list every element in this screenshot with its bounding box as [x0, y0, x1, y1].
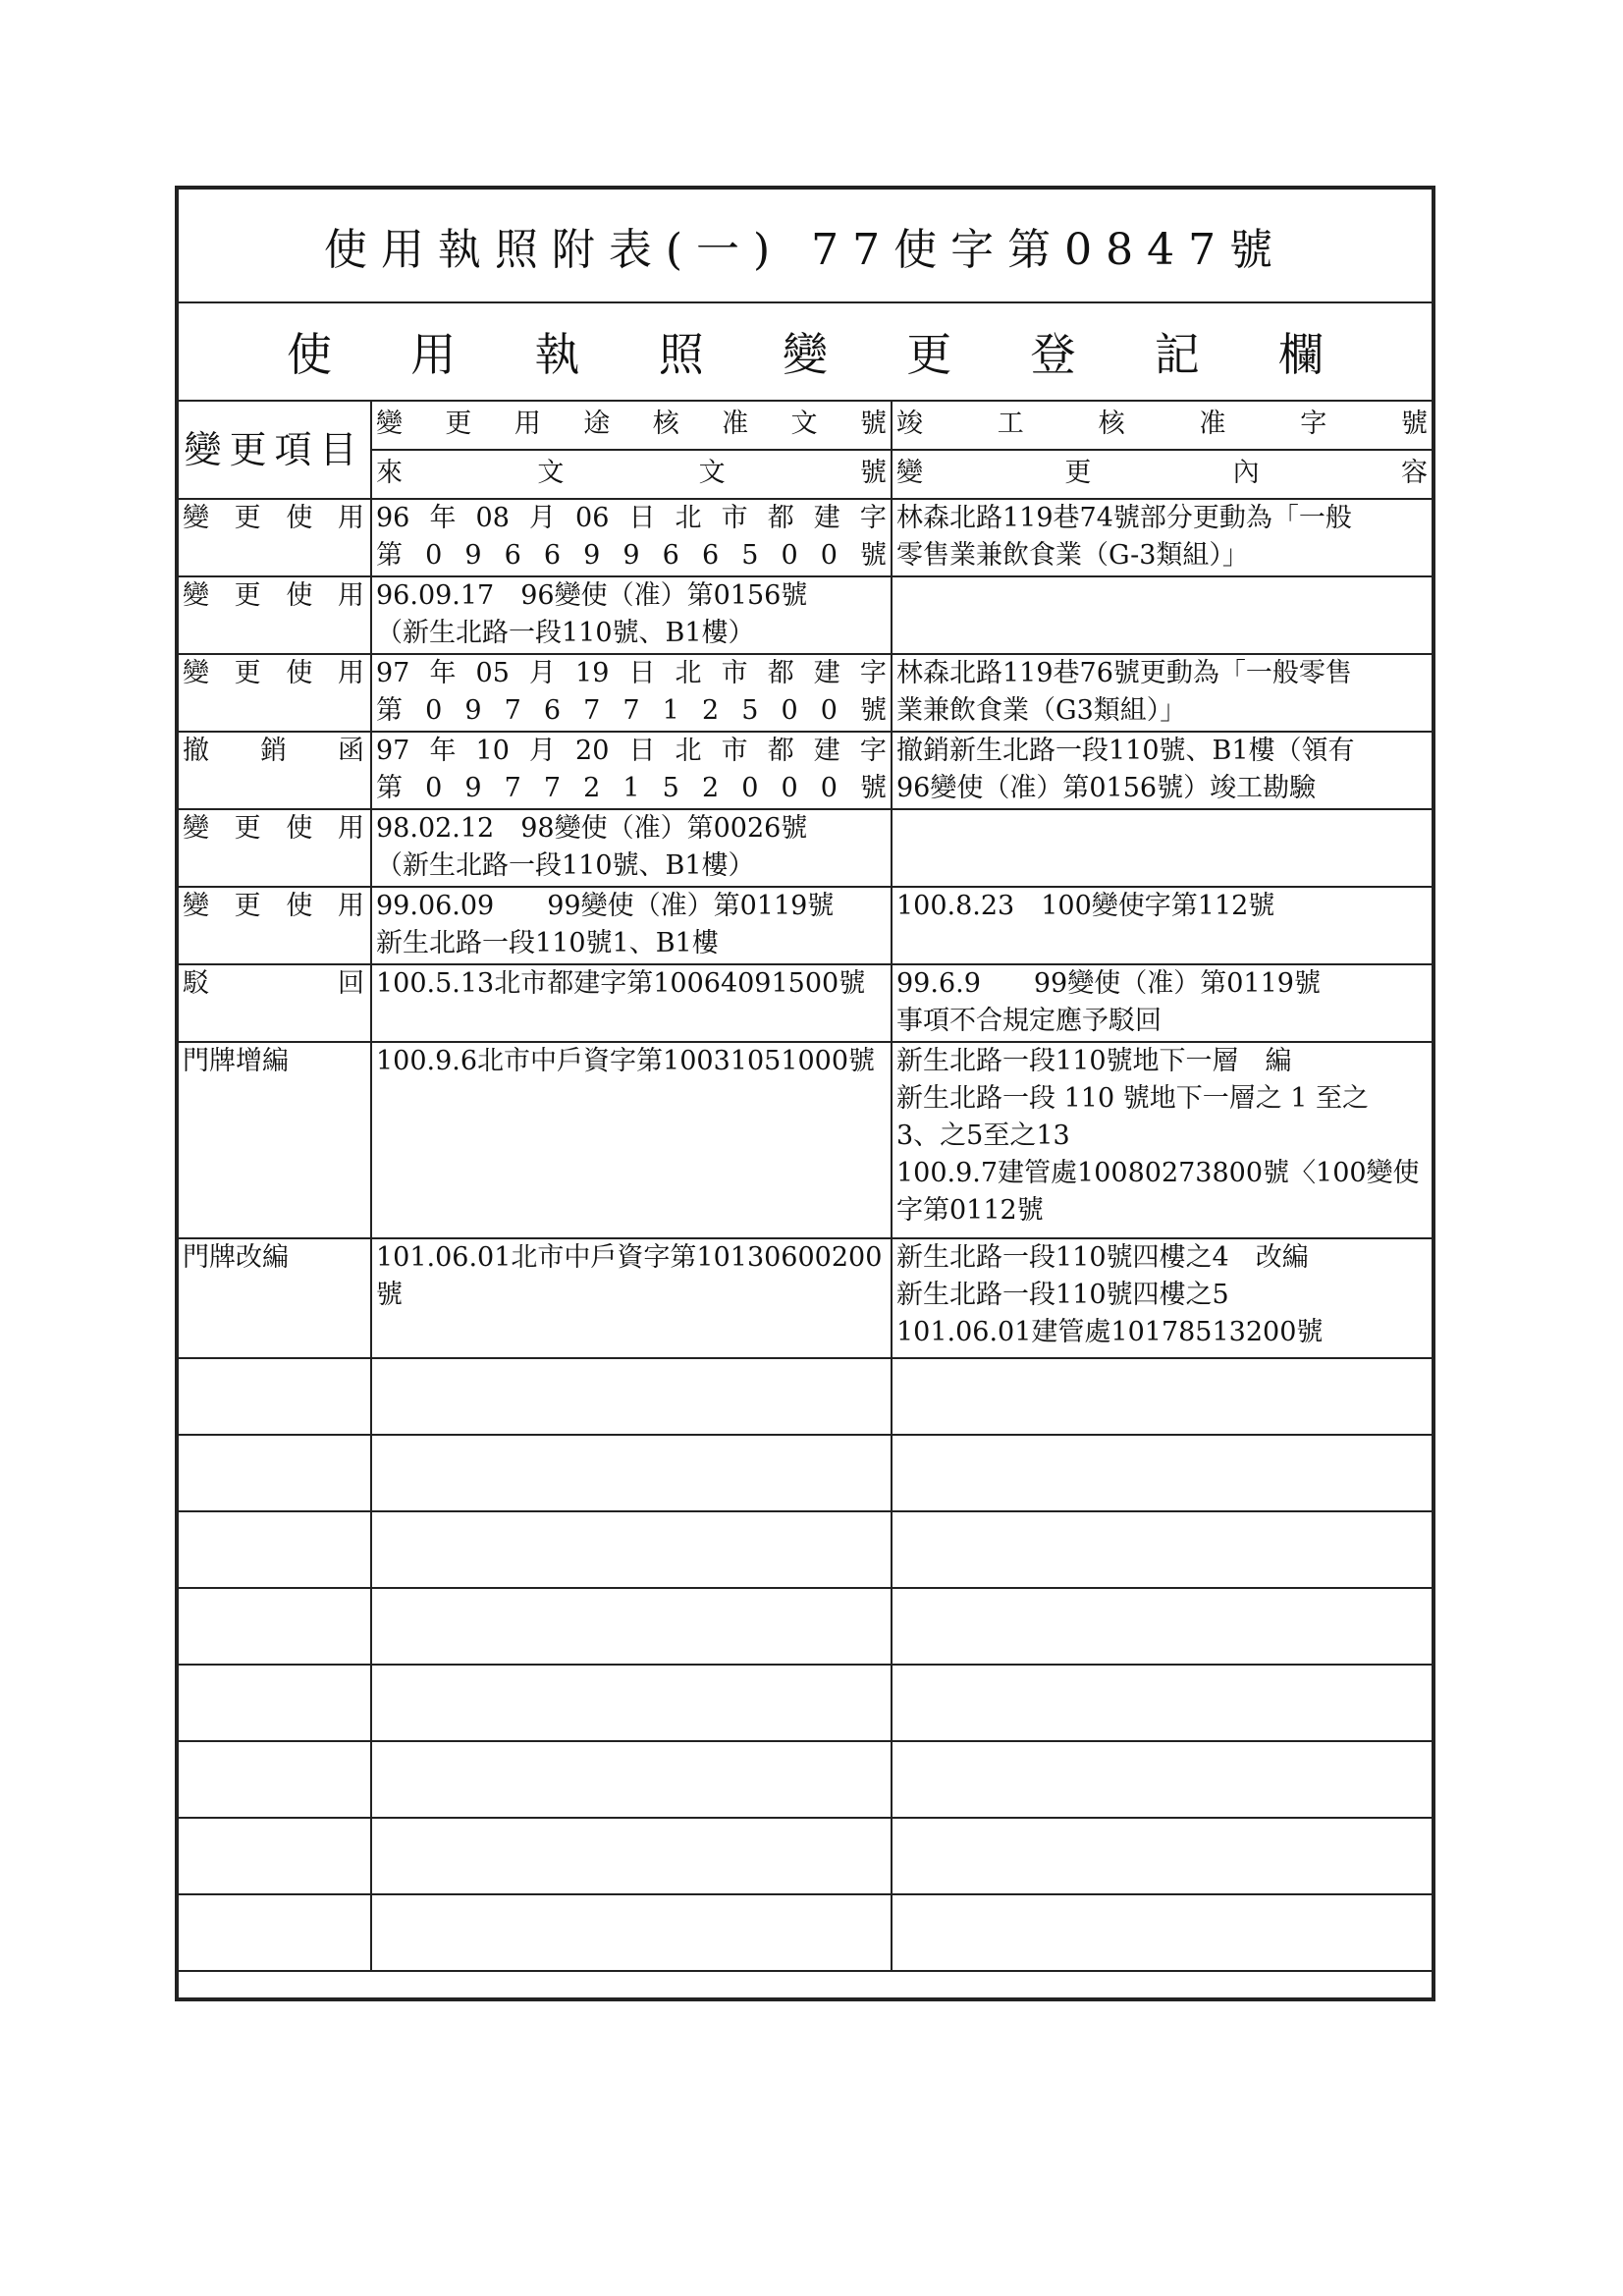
reference-char: 7 — [543, 773, 562, 803]
header-char: 字 — [1300, 409, 1327, 439]
reference-char: 建 — [813, 736, 840, 766]
reference-char: 市 — [721, 503, 748, 533]
reference-char: 5 — [741, 540, 759, 571]
empty-cell — [179, 1358, 371, 1435]
change-item-char: 用 — [337, 580, 364, 611]
reference-char: 日 — [628, 736, 656, 766]
reference-char: 9 — [583, 540, 601, 571]
reference-char: 0 — [425, 540, 443, 571]
reference-char: 年 — [429, 736, 457, 766]
reference-char: 6 — [504, 540, 521, 571]
empty-table-row — [179, 1511, 1432, 1588]
change-content-line: 新生北路一段110號四樓之4 改編 — [896, 1242, 1309, 1273]
reference-char: 0 — [741, 773, 759, 803]
header-char: 准 — [1199, 409, 1226, 439]
reference-number-cell — [371, 887, 892, 964]
header-char: 文 — [698, 458, 726, 488]
change-item-char: 駁 — [183, 968, 209, 999]
change-content-line: 3、之5至之13 — [896, 1121, 1070, 1151]
reference-char: 20 — [575, 736, 610, 766]
change-item-char: 回 — [338, 968, 364, 999]
header-row-top — [179, 402, 1432, 450]
empty-cell — [892, 1588, 1432, 1665]
reference-number-cell — [371, 1042, 892, 1238]
empty-cell — [371, 1435, 892, 1511]
reference-char: 月 — [528, 736, 556, 766]
reference-char: 6 — [543, 540, 562, 571]
change-item-text: 門牌改編 — [183, 1242, 289, 1273]
reference-char: 2 — [583, 773, 601, 803]
empty-table-row — [179, 1358, 1432, 1435]
registration-form — [175, 186, 1435, 2001]
empty-cell — [179, 1818, 371, 1894]
empty-cell — [892, 1894, 1432, 1971]
empty-cell — [892, 1818, 1432, 1894]
reference-char: 96 — [376, 503, 410, 533]
reference-line: 100.9.6北市中戶資字第10031051000號 — [376, 1046, 876, 1076]
change-item-char: 函 — [338, 736, 364, 766]
table-row — [179, 732, 1432, 809]
change-item-char: 使 — [286, 503, 313, 533]
subtitle-char: 欄 — [1278, 328, 1324, 381]
reference-char: 0 — [820, 695, 838, 726]
change-content-line: 字第0112號 — [896, 1195, 1044, 1226]
empty-table-row — [179, 1741, 1432, 1818]
reference-line: （新生北路一段110號、B1樓） — [376, 618, 755, 648]
change-item-char: 用 — [337, 813, 364, 844]
reference-char: 7 — [504, 773, 521, 803]
header-char: 准 — [722, 409, 749, 439]
reference-char: 7 — [583, 695, 601, 726]
reference-line: 99.06.09 99變使（准）第0119號 — [376, 891, 835, 921]
change-item-char: 使 — [286, 580, 313, 611]
reference-char: 19 — [575, 658, 610, 688]
change-content-line: 林森北路119巷74號部分更動為「一般 — [896, 503, 1352, 533]
reference-char: 0 — [781, 773, 798, 803]
change-registry-table — [179, 402, 1432, 1972]
change-item-text: 門牌增編 — [183, 1046, 289, 1076]
reference-char: 2 — [701, 695, 720, 726]
change-item-char: 更 — [234, 891, 261, 921]
reference-line: 101.06.01北市中戶資字第10130600200 — [376, 1242, 883, 1273]
header-char: 途 — [583, 409, 611, 439]
change-content-cell — [892, 809, 1432, 887]
header-char: 號 — [859, 458, 887, 488]
empty-cell — [179, 1511, 371, 1588]
reference-line: 96.09.17 96變使（准）第0156號 — [376, 580, 808, 611]
header-col3-top — [892, 402, 1432, 450]
empty-cell — [892, 1741, 1432, 1818]
reference-char: 9 — [464, 540, 482, 571]
change-content-cell — [892, 887, 1432, 964]
empty-cell — [892, 1665, 1432, 1741]
header-char: 號 — [1400, 409, 1428, 439]
change-item-char: 變 — [183, 503, 209, 533]
change-content-cell — [892, 654, 1432, 732]
table-row — [179, 1238, 1432, 1358]
header-item: 變更項目 — [179, 402, 371, 499]
change-item-char: 變 — [183, 658, 209, 688]
header-char: 文 — [790, 409, 818, 439]
subtitle-char: 執 — [534, 328, 580, 381]
empty-cell — [179, 1588, 371, 1665]
table-row — [179, 499, 1432, 576]
change-item-char: 變 — [183, 580, 209, 611]
reference-number-cell — [371, 654, 892, 732]
change-content-cell — [892, 576, 1432, 654]
change-content-line: 零售業兼飲食業（G-3類組）」 — [896, 540, 1249, 571]
change-content-line: 96變使（准）第0156號）竣工勘驗 — [896, 773, 1317, 803]
reference-number-cell — [371, 499, 892, 576]
reference-char: 0 — [781, 540, 798, 571]
reference-char: 都 — [767, 736, 794, 766]
change-item-char: 使 — [286, 813, 313, 844]
reference-char: 0 — [820, 540, 838, 571]
change-content-line: 林森北路119巷76號更動為「一般零售 — [896, 658, 1352, 688]
reference-line: 100.5.13北市都建字第10064091500號 — [376, 968, 866, 999]
reference-number-cell — [371, 1238, 892, 1358]
reference-char: 1 — [662, 695, 679, 726]
change-item-char: 撤 — [183, 736, 209, 766]
change-content-line: 事項不合規定應予駁回 — [896, 1006, 1162, 1036]
empty-table-row — [179, 1894, 1432, 1971]
change-content-cell — [892, 732, 1432, 809]
empty-cell — [179, 1894, 371, 1971]
header-char: 用 — [514, 409, 541, 439]
reference-char: 0 — [425, 773, 443, 803]
reference-char: 10 — [475, 736, 510, 766]
reference-char: 第 — [376, 695, 403, 726]
table-row — [179, 576, 1432, 654]
empty-cell — [371, 1588, 892, 1665]
reference-char: 日 — [628, 503, 656, 533]
change-content-cell — [892, 1238, 1432, 1358]
reference-char: 字 — [859, 736, 887, 766]
reference-char: 9 — [464, 773, 482, 803]
reference-char: 97 — [376, 736, 410, 766]
change-item-cell — [179, 732, 371, 809]
change-item-char: 用 — [337, 891, 364, 921]
table-row — [179, 1042, 1432, 1238]
change-item-cell — [179, 654, 371, 732]
form-title: 使用執照附表(一) 77使字第0847號 — [323, 225, 1287, 275]
header-char: 內 — [1232, 458, 1260, 488]
header-char: 更 — [445, 409, 472, 439]
reference-char: 建 — [813, 503, 840, 533]
reference-line: 98.02.12 98變使（准）第0026號 — [376, 813, 808, 844]
change-item-cell — [179, 809, 371, 887]
header-char: 號 — [859, 409, 887, 439]
change-item-cell — [179, 887, 371, 964]
empty-table-row — [179, 1818, 1432, 1894]
change-item-cell — [179, 576, 371, 654]
reference-char: 都 — [767, 503, 794, 533]
subtitle-char: 登 — [1030, 328, 1076, 381]
change-content-line: 撤銷新生北路一段110號、B1樓（領有 — [896, 736, 1355, 766]
reference-char: 2 — [701, 773, 720, 803]
change-content-line: 業兼飲食業（G3類組）」 — [896, 695, 1187, 726]
reference-char: 都 — [767, 658, 794, 688]
change-content-line: 100.8.23 100變使字第112號 — [896, 891, 1275, 921]
empty-cell — [371, 1894, 892, 1971]
reference-char: 0 — [820, 773, 838, 803]
reference-char: 年 — [429, 503, 457, 533]
header-char: 工 — [997, 409, 1024, 439]
subtitle-char: 更 — [906, 328, 952, 381]
reference-char: 9 — [622, 540, 640, 571]
form-subtitle-row — [179, 303, 1432, 402]
form-subtitle — [287, 303, 1324, 400]
change-item-char: 使 — [286, 891, 313, 921]
table-row — [179, 809, 1432, 887]
change-item-char: 銷 — [260, 736, 287, 766]
change-item-cell — [179, 499, 371, 576]
reference-number-cell — [371, 809, 892, 887]
reference-number-cell — [371, 576, 892, 654]
reference-char: 5 — [741, 695, 759, 726]
reference-char: 字 — [859, 658, 887, 688]
reference-line: 新生北路一段110號1、B1樓 — [376, 928, 719, 958]
reference-char: 市 — [721, 658, 748, 688]
empty-cell — [179, 1435, 371, 1511]
change-item-cell — [179, 1042, 371, 1238]
reference-char: 號 — [860, 773, 887, 803]
empty-cell — [371, 1741, 892, 1818]
change-item-char: 變 — [183, 813, 209, 844]
change-content-line: 新生北路一段110號四樓之5 — [896, 1280, 1229, 1310]
header-char: 核 — [1098, 409, 1125, 439]
reference-char: 9 — [464, 695, 482, 726]
reference-char: 年 — [429, 658, 457, 688]
reference-char: 6 — [662, 540, 679, 571]
header-char: 變 — [376, 409, 403, 439]
empty-cell — [179, 1741, 371, 1818]
reference-char: 08 — [475, 503, 510, 533]
change-item-cell — [179, 1238, 371, 1358]
empty-cell — [371, 1358, 892, 1435]
empty-cell — [892, 1435, 1432, 1511]
change-content-cell — [892, 499, 1432, 576]
change-item-char: 變 — [183, 891, 209, 921]
change-item-char: 更 — [234, 813, 261, 844]
table-row — [179, 654, 1432, 732]
change-content-line: 99.6.9 99變使（准）第0119號 — [896, 968, 1321, 999]
reference-line: 號 — [376, 1280, 403, 1310]
change-item-char: 更 — [234, 580, 261, 611]
reference-char: 05 — [475, 658, 510, 688]
header-col2-bottom — [371, 450, 892, 499]
reference-char: 號 — [860, 540, 887, 571]
header-char: 竣 — [896, 409, 923, 439]
reference-char: 1 — [622, 773, 640, 803]
change-item-char: 更 — [234, 503, 261, 533]
reference-char: 7 — [504, 695, 521, 726]
change-item-char: 使 — [286, 658, 313, 688]
subtitle-char: 照 — [658, 328, 704, 381]
change-item-char: 用 — [337, 503, 364, 533]
subtitle-char: 變 — [783, 328, 828, 381]
reference-char: 6 — [701, 540, 720, 571]
form-title-row — [179, 190, 1432, 303]
subtitle-char: 用 — [410, 328, 457, 381]
change-content-line: 101.06.01建管處10178513200號 — [896, 1317, 1324, 1347]
change-content-cell — [892, 964, 1432, 1042]
reference-char: 06 — [575, 503, 610, 533]
reference-char: 月 — [528, 658, 556, 688]
reference-char: 北 — [675, 503, 702, 533]
reference-char: 字 — [859, 503, 887, 533]
reference-char: 日 — [628, 658, 656, 688]
reference-char: 北 — [675, 658, 702, 688]
reference-char: 0 — [781, 695, 798, 726]
reference-char: 月 — [528, 503, 556, 533]
empty-cell — [892, 1511, 1432, 1588]
reference-number-cell — [371, 964, 892, 1042]
change-content-line: 新生北路一段 110 號地下一層之 1 至之 — [896, 1083, 1370, 1114]
empty-table-row — [179, 1588, 1432, 1665]
subtitle-char: 記 — [1154, 328, 1200, 381]
change-item-cell — [179, 964, 371, 1042]
header-char: 更 — [1064, 458, 1092, 488]
table-row — [179, 964, 1432, 1042]
header-col3-bottom — [892, 450, 1432, 499]
change-item-char: 更 — [234, 658, 261, 688]
header-char: 核 — [652, 409, 679, 439]
empty-cell — [371, 1665, 892, 1741]
reference-char: 0 — [425, 695, 443, 726]
change-content-line: 新生北路一段110號地下一層 編 — [896, 1046, 1292, 1076]
empty-table-row — [179, 1665, 1432, 1741]
reference-char: 號 — [860, 695, 887, 726]
header-char: 容 — [1400, 458, 1428, 488]
reference-char: 第 — [376, 773, 403, 803]
change-content-cell — [892, 1042, 1432, 1238]
header-col2-top — [371, 402, 892, 450]
empty-cell — [892, 1358, 1432, 1435]
empty-cell — [179, 1665, 371, 1741]
reference-char: 6 — [543, 695, 562, 726]
subtitle-char: 使 — [287, 328, 332, 381]
change-item-char: 用 — [337, 658, 364, 688]
reference-char: 北 — [675, 736, 702, 766]
reference-line: （新生北路一段110號、B1樓） — [376, 850, 755, 881]
header-char: 來 — [376, 458, 403, 488]
reference-char: 建 — [813, 658, 840, 688]
header-char: 文 — [537, 458, 565, 488]
table-row — [179, 887, 1432, 964]
reference-char: 7 — [622, 695, 640, 726]
empty-cell — [371, 1818, 892, 1894]
change-content-line: 100.9.7建管處10080273800號〈100變使 — [896, 1158, 1420, 1188]
reference-char: 第 — [376, 540, 403, 571]
reference-char: 97 — [376, 658, 410, 688]
empty-table-row — [179, 1435, 1432, 1511]
reference-number-cell — [371, 732, 892, 809]
empty-cell — [371, 1511, 892, 1588]
reference-char: 5 — [662, 773, 679, 803]
reference-char: 市 — [721, 736, 748, 766]
header-char: 變 — [896, 458, 923, 488]
